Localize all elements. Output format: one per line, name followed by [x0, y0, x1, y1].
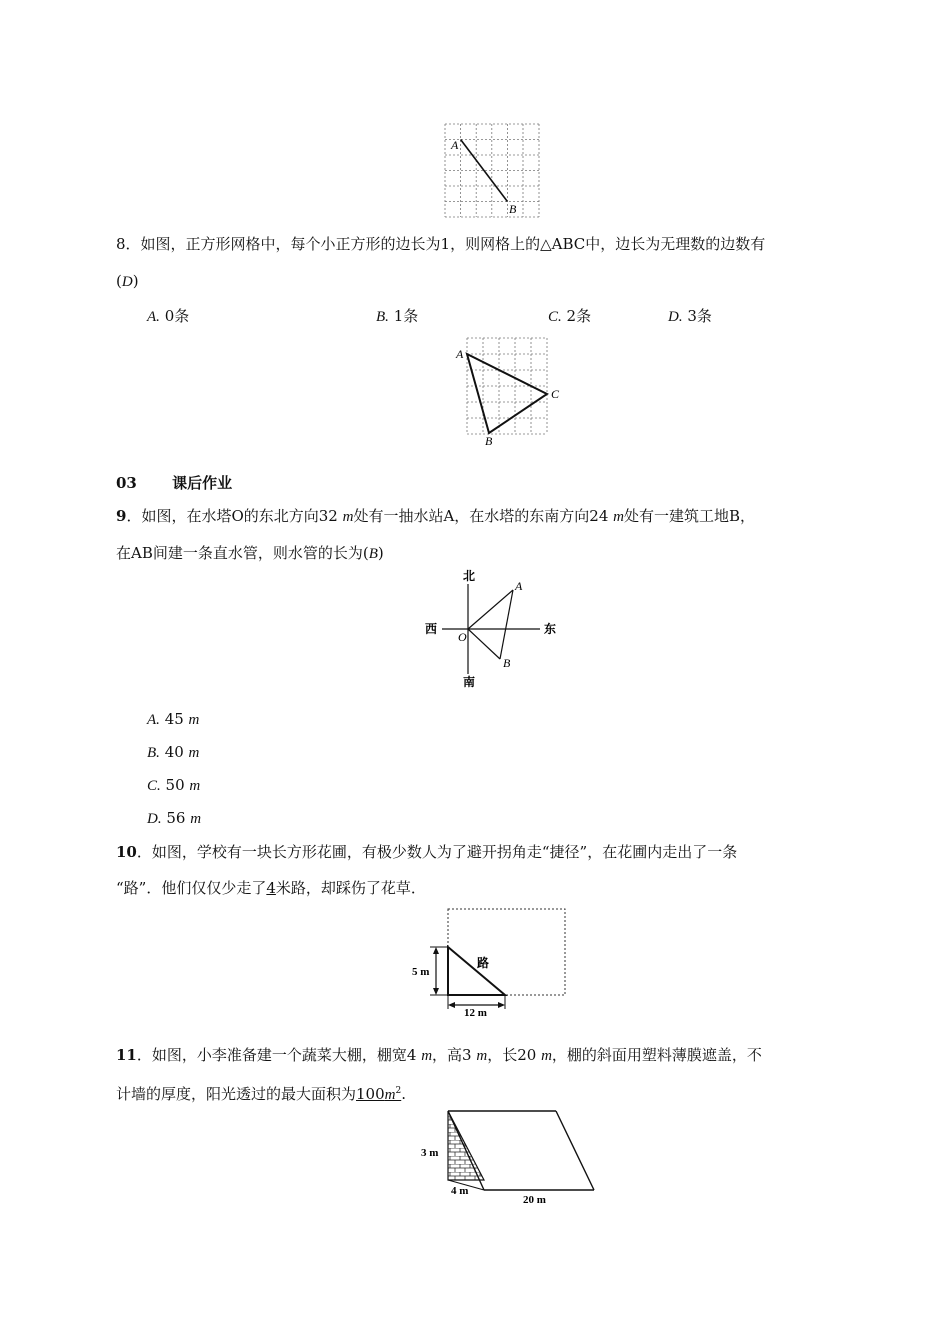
option-c: C. 2条 [548, 307, 592, 325]
triangle-abc-grid-figure [455, 338, 567, 448]
answer-blank: $100m^2$ [356, 1085, 402, 1103]
point-b-label: B [503, 656, 511, 670]
option-c: C. 50 m [147, 776, 201, 794]
road-label: 路 [477, 956, 490, 970]
option-b: B. 40 m [147, 743, 200, 761]
option-d: D. 3条 [668, 307, 712, 325]
question-number: 8 [116, 235, 126, 253]
section-number: 03 [116, 474, 137, 492]
south-label: 南 [463, 675, 476, 689]
vertex-b-label: B [485, 434, 493, 448]
section-heading [116, 472, 232, 494]
segment-ab-grid-figure [445, 124, 541, 218]
north-label: 北 [463, 569, 476, 583]
east-label: 东 [544, 622, 557, 636]
length-label: 20 m [523, 1194, 546, 1206]
question-9-line2: 在AB间建一条直水管，则水管的长为(B) [116, 544, 384, 562]
width-label: 12 m [464, 1007, 487, 1019]
answer-letter: B [368, 546, 378, 562]
point-a-label: A [515, 579, 523, 593]
question-8-line1 [116, 233, 765, 255]
greenhouse-figure [418, 1108, 603, 1208]
height-label: 3 m [421, 1147, 439, 1159]
question-10-line1: 10．如图，学校有一块长方形花圃，有极少数人为了避开拐角走“捷径”，在花圃内走出了一条 [116, 843, 738, 861]
option-d: D. 56 m [147, 809, 202, 827]
section-title: 课后作业 [172, 474, 233, 492]
question-11-line2: 计墙的厚度，阳光透过的最大面积为$100m^2$. [116, 1085, 407, 1103]
question-number: 9 [116, 507, 127, 525]
question-9-line1: 9．如图，在水塔O的东北方向32 m处有一抽水站A，在水塔的东南方向24 m处有一建筑工地B， [116, 507, 756, 525]
west-label: 西 [425, 622, 438, 636]
point-b-label: B [509, 202, 517, 216]
question-number: 10 [116, 843, 137, 861]
point-a-label: A [451, 138, 459, 152]
option-a: A. 45 m [147, 710, 200, 728]
option-a: A. 0条 [147, 307, 190, 325]
compass-figure [420, 570, 570, 690]
height-label: 5 m [412, 966, 430, 978]
vertex-a-label: A [456, 347, 464, 361]
question-11-line1: 11．如图，小李准备建一个蔬菜大棚，棚宽4 m，高3 m，长20 m，棚的斜面用塑料薄膜遮盖，不 [116, 1046, 762, 1064]
question-number: 11 [116, 1046, 137, 1064]
question-text: ．如图，正方形网格中，每个小正方形的边长为1，则网格上的△ABC中，边长为无理数的边数有 [125, 235, 766, 253]
answer-letter: D [121, 274, 133, 290]
origin-label: O [458, 630, 467, 644]
question-8-answer: (D) [116, 272, 139, 290]
garden-shortcut-figure [410, 905, 570, 1017]
width-label: 4 m [451, 1185, 469, 1197]
question-10-line2: “路”．他们仅仅少走了4米路，却踩伤了花草． [116, 879, 426, 897]
vertex-c-label: C [551, 387, 560, 401]
option-b: B. 1条 [376, 307, 419, 325]
answer-blank: 4 [266, 879, 276, 897]
